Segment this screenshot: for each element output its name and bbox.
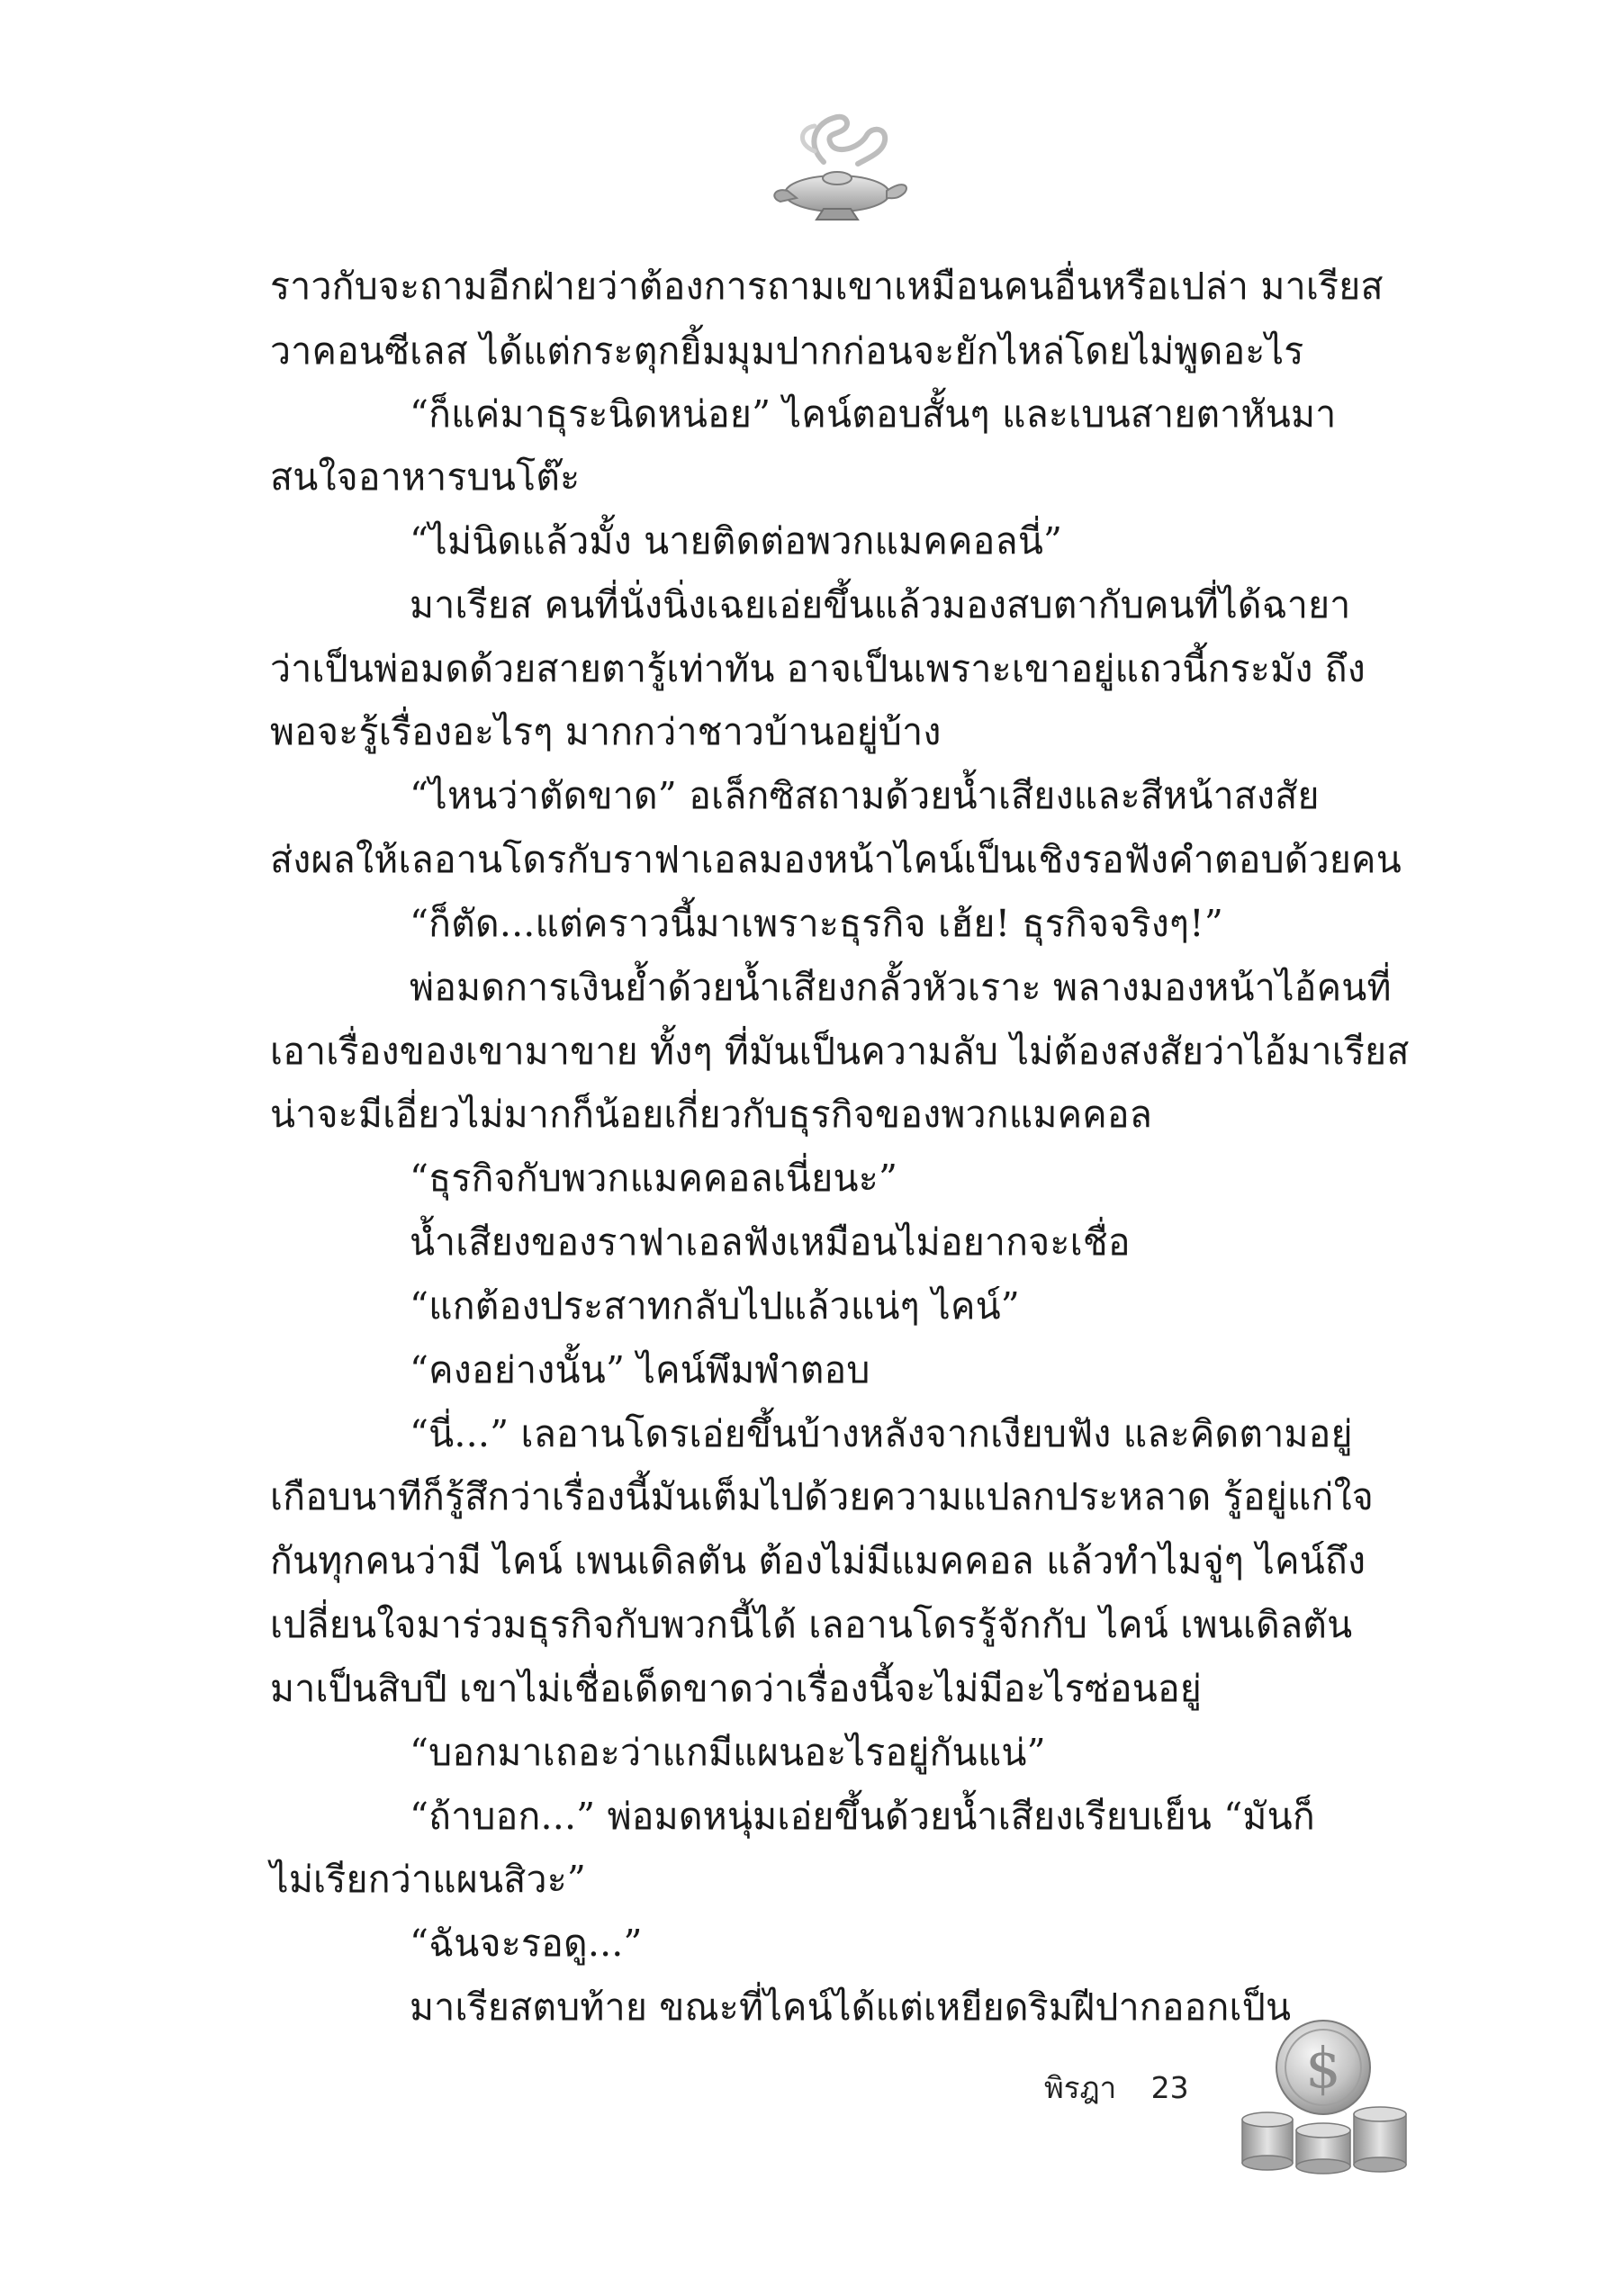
silver-coins-icon — [1233, 2012, 1413, 2178]
text-line: น้ำเสียงของราฟาเอลฟังเหมือนไม่อยากจะเชื่อ — [410, 1220, 1131, 1264]
text-line: เปลี่ยนใจมาร่วมธุรกิจกับพวกนี้ได้ เลอานโดรรู้จักกับ ไคน์ เพนเดิลตัน — [270, 1603, 1353, 1646]
text-line: ราวกับจะถามอีกฝ่ายว่าต้องการถามเขาเหมือนคนอื่นหรือเปล่า มาเรียส — [270, 265, 1384, 308]
text-line: ว่าเป็นพ่อมดด้วยสายตารู้เท่าทัน อาจเป็นเพราะเขาอยู่แถวนี้กระมัง ถึง — [270, 647, 1366, 690]
text-line: “ฉันจะรอดู...” — [410, 1922, 643, 1965]
text-line: พ่อมดการเงินย้ำด้วยน้ำเสียงกลั้วหัวเราะ พลางมองหน้าไอ้คนที่ — [410, 966, 1392, 1009]
text-line: “บอกมาเถอะว่าแกมีแผนอะไรอยู่กันแน่” — [410, 1731, 1046, 1774]
svg-text:$: $ — [1305, 2035, 1341, 2101]
text-line: สนใจอาหารบนโต๊ะ — [270, 455, 581, 499]
text-line: “ถ้าบอก...” พ่อมดหนุ่มเอ่ยขึ้นด้วยน้ำเสียงเรียบเย็น “มันก็ — [410, 1795, 1315, 1838]
text-line: มาเป็นสิบปี เขาไม่เชื่อเด็ดขาดว่าเรื่องนี้จะไม่มีอะไรซ่อนอยู่ — [270, 1667, 1203, 1710]
text-line: พอจะรู้เรื่องอะไรๆ มากกว่าชาวบ้านอยู่บ้าง — [270, 710, 942, 753]
page-number: 23 — [1150, 2070, 1189, 2105]
text-line: น่าจะมีเอี่ยวไม่มากก็น้อยเกี่ยวกับธุรกิจของพวกแมคคอล — [270, 1093, 1153, 1136]
text-line: “ธุรกิจกับพวกแมคคอลเนี่ยนะ” — [410, 1157, 898, 1200]
text-line: มาเรียส คนที่นั่งนิ่งเฉยเอ่ยขึ้นแล้วมองสบตากับคนที่ได้ฉายา — [410, 583, 1351, 626]
text-line: “ไหนว่าตัดขาด” อเล็กซิสถามด้วยน้ำเสียงและสีหน้าสงสัย — [410, 774, 1320, 817]
text-line: ส่งผลให้เลอานโดรกับราฟาเอลมองหน้าไคน์เป็นเชิงรอฟังคำตอบด้วยคน — [270, 838, 1402, 881]
text-line: “ไม่นิดแล้วมั้ง นายติดต่อพวกแมคคอลนี่” — [410, 519, 1063, 563]
text-line: “นี่...” เลอานโดรเอ่ยขึ้นบ้างหลังจากเงียบฟัง และคิดตามอยู่ — [410, 1412, 1353, 1455]
text-line: ไม่เรียกว่าแผนสิวะ” — [270, 1858, 587, 1901]
text-line: เกือบนาทีก็รู้สึกว่าเรื่องนี้มันเต็มไปด้วยความแปลกประหลาด รู้อยู่แก่ใจ — [270, 1475, 1375, 1518]
book-title: พิรฎา — [1044, 2070, 1117, 2105]
text-line: “คงอย่างนั้น” ไคน์พึมพำตอบ — [410, 1348, 870, 1391]
text-line: “แกต้องประสาทกลับไปแล้วแน่ๆ ไคน์” — [410, 1284, 1020, 1328]
text-line: เอาเรื่องของเขามาขาย ทั้งๆ ที่มันเป็นความลับ ไม่ต้องสงสัยว่าไอ้มาเรียส — [270, 1030, 1410, 1073]
text-line: วาคอนซีเลส ได้แต่กระตุกยิ้มมุมปากก่อนจะยักไหล่โดยไม่พูดอะไร — [270, 329, 1304, 373]
page-footer — [1044, 2064, 1189, 2111]
text-line: “ก็ตัด...แต่คราวนี้มาเพราะธุรกิจ เฮ้ย! ธุรกิจจริงๆ!” — [410, 902, 1223, 945]
text-line: กันทุกคนว่ามี ไคน์ เพนเดิลตัน ต้องไม่มีแมคคอล แล้วทำไมจู่ๆ ไคน์ถึง — [270, 1539, 1366, 1582]
text-line: มาเรียสตบท้าย ขณะที่ไคน์ได้แต่เหยียดริมฝีปากออกเป็น — [410, 1985, 1292, 2029]
text-line: “ก็แค่มาธุระนิดหน่อย” ไคน์ตอบสั้นๆ และเบนสายตาหันมา — [410, 392, 1337, 436]
